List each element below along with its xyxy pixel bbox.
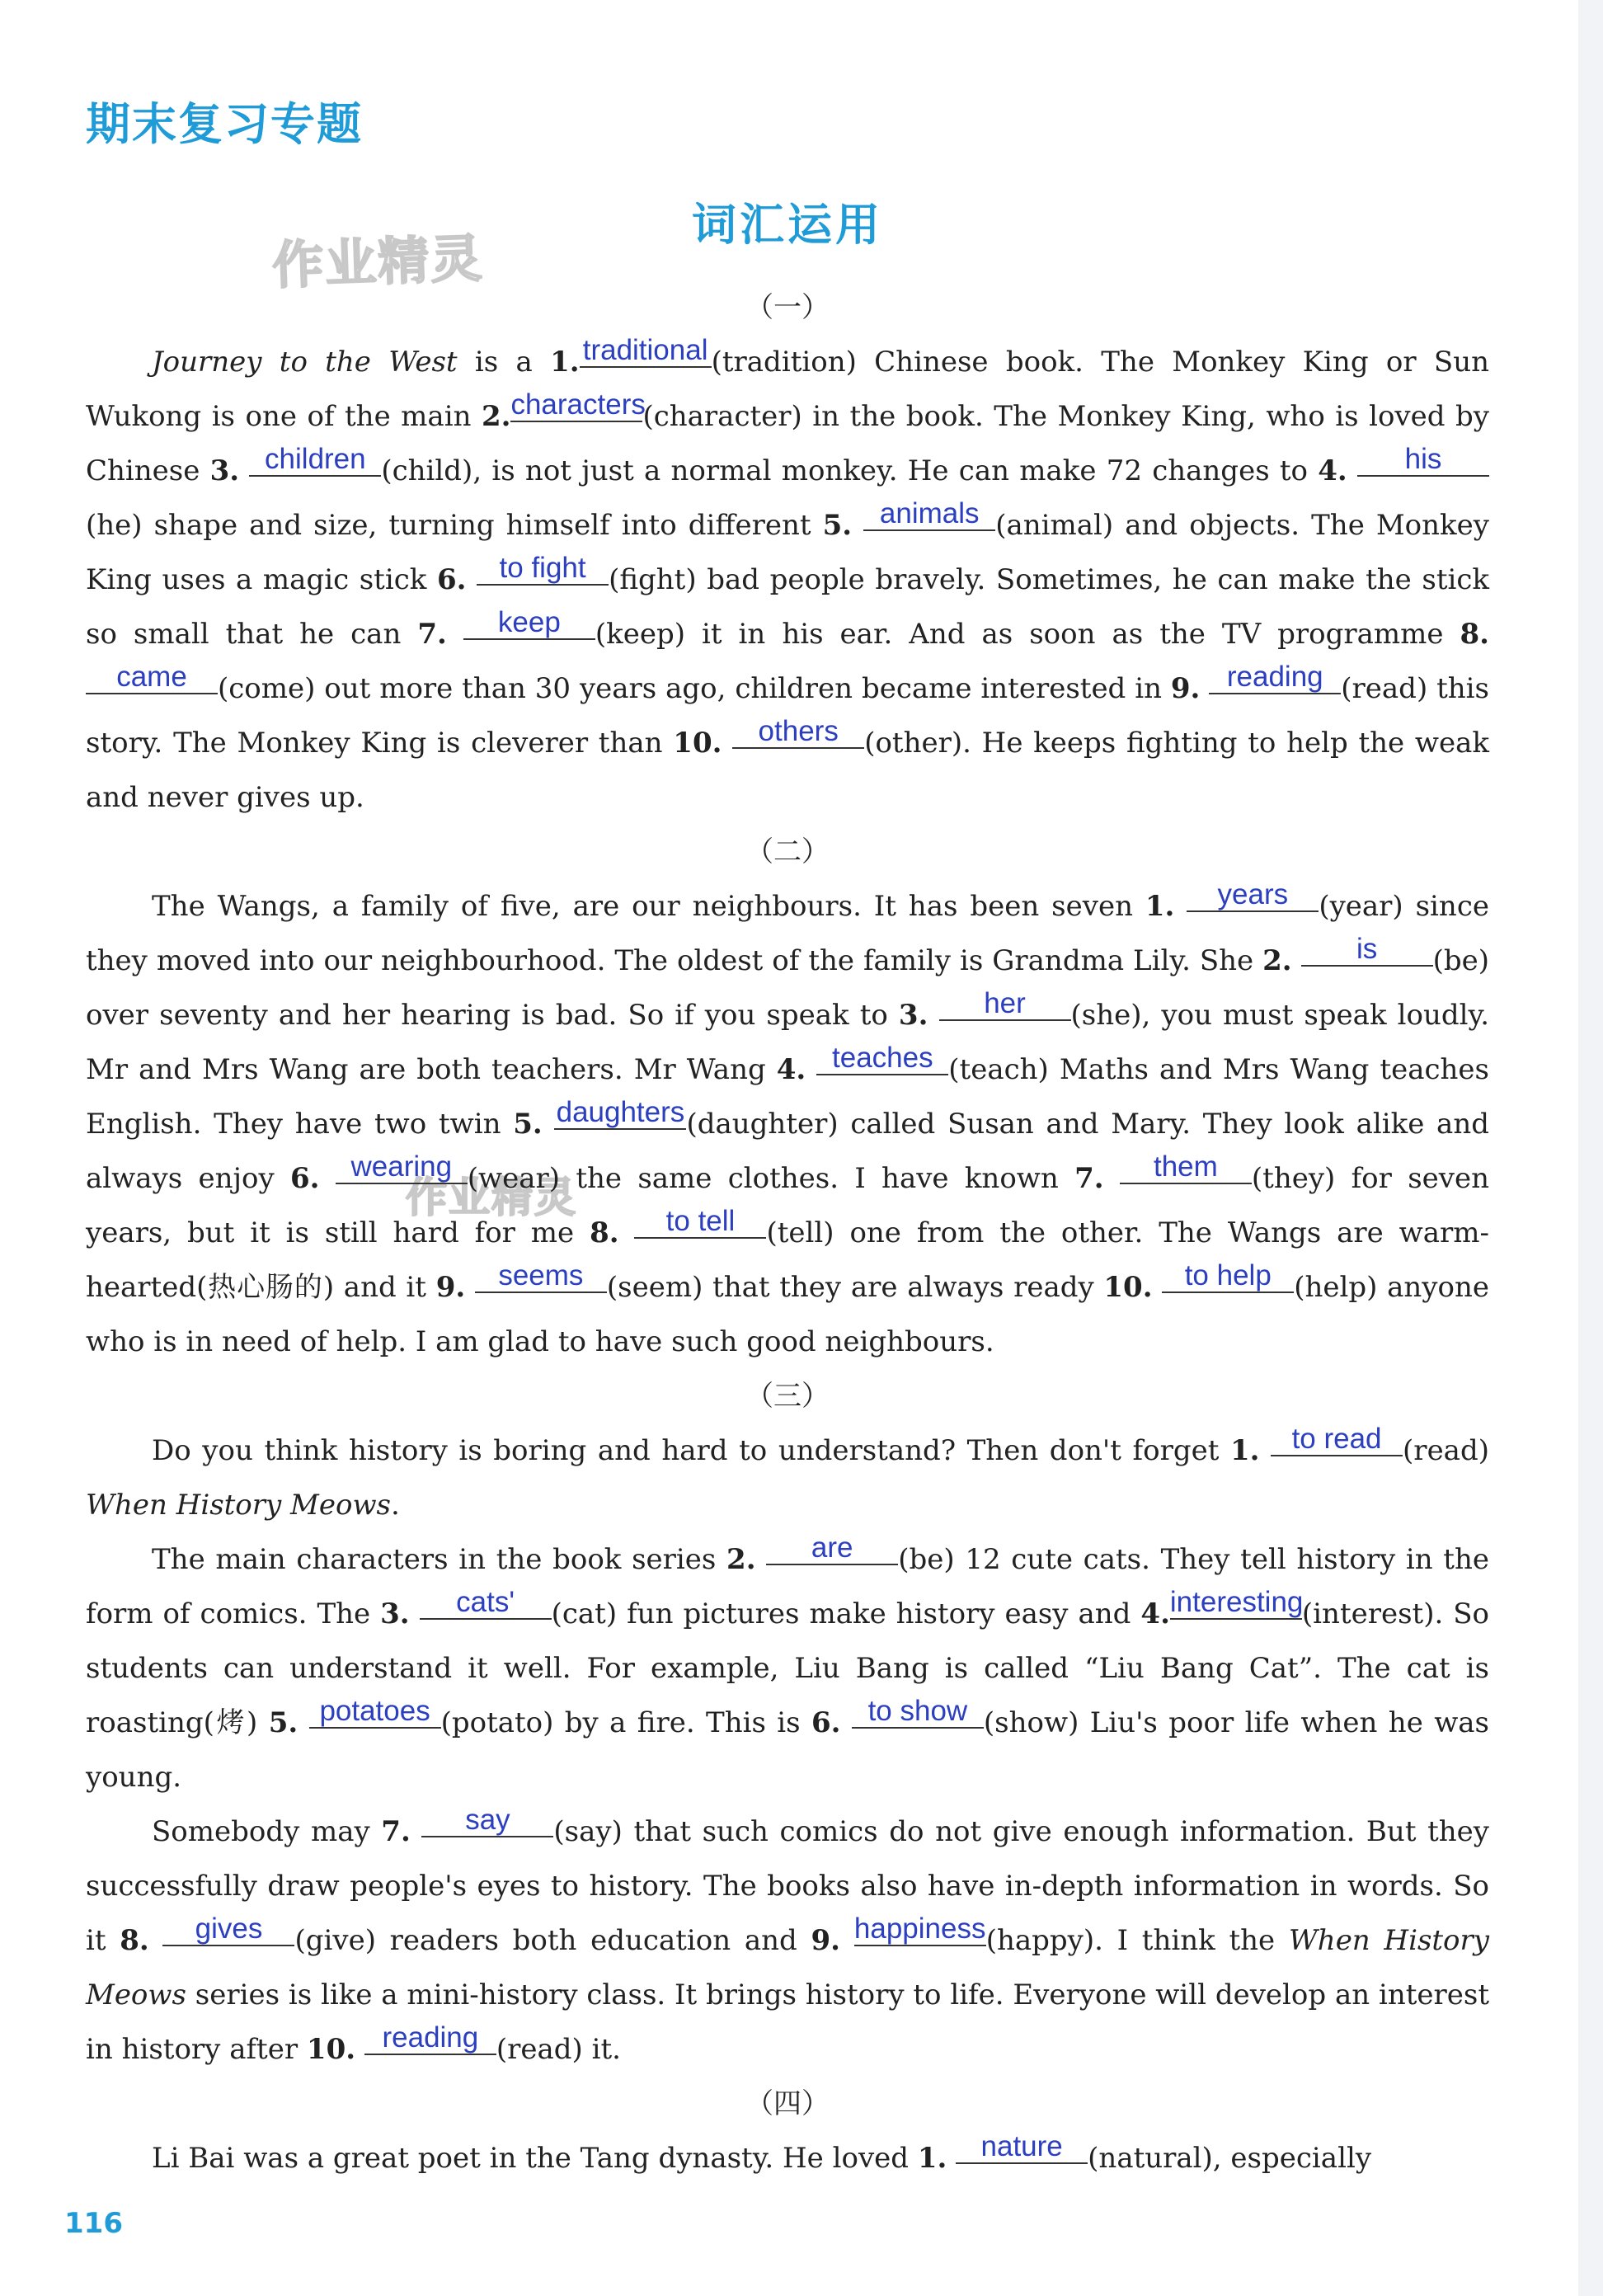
exercise-content: [86, 280, 1489, 2185]
passage-1: Journey to the West is a 1. traditional (tradition) Chinese book. The Monkey King or Sun Wukong is one of the main 2.characters(character) in the book. The Monkey King, who is loved by Chinese 3. children (child), is not just a normal monkey. He can make 72 changes to 4. his(he) shape and size, turning himself into different 5. animals (animal) and objects. The Monkey King uses a magic stick 6. to fight (fight) bad people bravely. Sometimes, he can make the stick so small that he can 7. keep (keep) it in his ear. And as soon as the TV programme 8. came (come) out more than 30 years ago, children became interested in 9. reading (read) this story. The Monkey King is cleverer than 10. others (other). He keeps fighting to help the weak and never gives up.: [86, 334, 1490, 814]
part-heading-2: （二）: [745, 835, 830, 868]
answer-blank[interactable]: happiness: [853, 1913, 986, 1945]
answer-blank[interactable]: to fight: [477, 553, 609, 586]
part-heading-4: （四）: [745, 2087, 830, 2120]
answer-blank[interactable]: children: [249, 444, 381, 477]
answer-blank[interactable]: gives: [162, 1913, 294, 1946]
answer-blank[interactable]: to show: [852, 1696, 984, 1729]
section-header: 期末复习专题: [86, 98, 363, 150]
answer-blank[interactable]: are: [766, 1532, 898, 1565]
answer-blank[interactable]: wearing: [336, 1151, 468, 1184]
answer-blank[interactable]: seems: [475, 1260, 607, 1293]
answer-blank[interactable]: his: [1357, 444, 1489, 477]
passage-4: Li Bai was a great poet in the Tang dynasty. He loved 1. nature (natural), especially: [152, 2130, 1372, 2175]
answer-blank[interactable]: potatoes: [309, 1696, 441, 1729]
book-title: Journey to the West: [152, 346, 458, 379]
answer-blank[interactable]: interesting: [1169, 1586, 1304, 1618]
passage-3a: Do you think history is boring and hard to understand? Then don't forget 1. to read (read) When History Meows.: [86, 1423, 1489, 1522]
answer-blank[interactable]: others: [732, 716, 864, 749]
part-heading-3: （三）: [745, 1380, 830, 1413]
answer-blank[interactable]: to read: [1271, 1423, 1403, 1456]
answer-blank[interactable]: say: [421, 1804, 553, 1837]
watermark-middle: 作业精灵: [406, 1174, 577, 1221]
passage-3b: The main characters in the book series 2. are (be) 12 cute cats. They tell history in the form of comics. The 3. cats' (cat) fun pictures make history easy and 4.interesting(interest). So students can understand it well. For example, Liu Bang is called “Liu Bang Cat”. The cat is roasting(烤) 5. potatoes (potato) by a fire. This is 6. to show (show) Liu's poor life when he was young.: [86, 1531, 1490, 1794]
page-edge-strip: [1578, 0, 1603, 2296]
part-heading-1: （一）: [745, 291, 830, 324]
answer-blank[interactable]: traditional: [580, 335, 712, 368]
answer-blank[interactable]: daughters: [554, 1097, 686, 1130]
answer-blank[interactable]: nature: [956, 2131, 1088, 2164]
answer-blank[interactable]: teaches: [816, 1042, 948, 1075]
answer-blank[interactable]: characters: [510, 388, 646, 421]
answer-blank[interactable]: keep: [463, 607, 595, 640]
watermark-top: 作业精灵: [270, 228, 485, 296]
book-title: When History Meows: [86, 1489, 391, 1522]
answer-blank[interactable]: to help: [1162, 1260, 1294, 1293]
answer-blank[interactable]: is: [1301, 934, 1433, 967]
answer-blank[interactable]: came: [86, 661, 218, 694]
page-number: 116: [64, 2207, 123, 2240]
answer-blank[interactable]: reading: [1209, 661, 1341, 694]
answer-blank[interactable]: to tell: [634, 1206, 766, 1239]
answer-blank[interactable]: her: [939, 988, 1071, 1021]
answer-blank[interactable]: animals: [863, 498, 995, 531]
answer-blank[interactable]: years: [1187, 879, 1319, 912]
book-title: When History Meows: [86, 1924, 1489, 2011]
answer-blank[interactable]: them: [1120, 1151, 1252, 1184]
answer-blank[interactable]: reading: [364, 2022, 496, 2055]
passage-3c: Somebody may 7. say (say) that such comics do not give enough information. But they successfully draw people's eyes to history. The books also have in-depth information in words. So it 8. gives (give) readers both education and 9. happiness(happy). I think the When History Meows series is like a mini-history class. It brings history to life. Everyone will develop an interest in history after 10. reading (read) it.: [86, 1804, 1489, 2066]
page-title: 词汇运用: [692, 199, 883, 251]
answer-blank[interactable]: cats': [420, 1587, 552, 1620]
passage-2: The Wangs, a family of five, are our neighbours. It has been seven 1. years (year) since they moved into our neighbourhood. The oldest of the family is Grandma Lily. She 2. is (be) over seventy and her hearing is bad. So if you speak to 3. her (she), you must speak loudly. Mr and Mrs Wang are both teachers. Mr Wang 4. teaches (teach) Maths and Mrs Wang teaches English. They have two twin 5. daughters(daughter) called Susan and Mary. They look alike and always enjoy 6. wearing (wear) the same clothes. I have known 7. them (they) for seven years, but it is still hard for me 8. to tell (tell) one from the other. The Wangs are warm-hearted(热心肠的) and it 9. seems (seem) that they are always ready 10. to help (help) anyone who is in need of help. I am glad to have such good neighbours.: [86, 878, 1490, 1358]
